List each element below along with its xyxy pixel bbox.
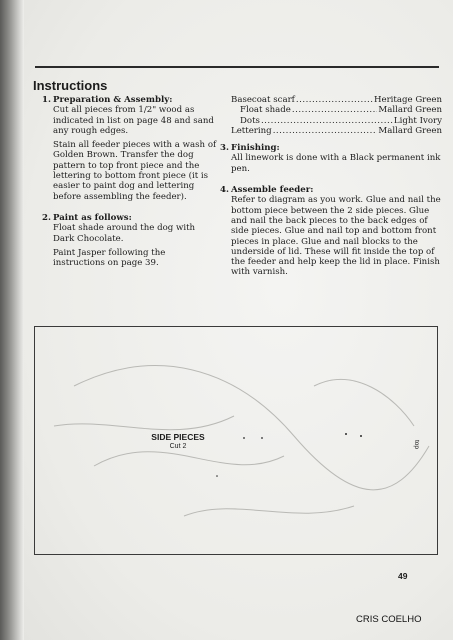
color-value: Mallard Green [378,125,442,136]
top-marker: top [413,440,420,450]
credit-watermark: CRIS COELHO [356,614,422,625]
color-item: Basecoat scarf [231,95,295,105]
step-paragraph: Refer to diagram as you work. Glue and nail the bottom piece between the 2 side pieces. Glue and nail the back pieces to the back edges of side pieces. Glue and nail top and bottom front pieces in place. Glue and nail blocks to the underside of lid. These will fit inside the top of the feeder and help keep the lid in place. Finish with varnish. [231,195,441,278]
color-item: Dots [240,115,260,126]
instructions-heading: Instructions [33,78,108,93]
step-heading: Paint as follows: [53,212,132,223]
step-number: 3. [220,143,229,154]
cut-count: Cut 2 [169,443,187,450]
step-number: 1. [42,95,51,105]
step-2-title [42,213,217,223]
color-value: Heritage Green [373,95,442,105]
step-heading: Finishing: [231,143,280,154]
color-item: Lettering [231,125,272,136]
step-paragraph: All linework is done with a Black permanent ink pen. [231,153,441,174]
page-number: 49 [398,571,408,581]
color-list-row [220,95,442,105]
side-pieces-title: SIDE PIECES [151,432,205,442]
color-item: Float shade [240,105,291,116]
step-number: 4. [220,185,229,196]
step-heading: Assemble feeder: [231,185,314,196]
step-3-title [220,143,442,153]
color-value: Mallard Green [378,105,442,116]
faint-pattern-artwork [34,326,436,553]
step-paragraph: Cut all pieces from 1/2" wood as indicated in list on page 48 and sand any rough edges. [53,105,214,136]
step-4-title [220,185,442,195]
step-paragraph: Paint Jasper following the instructions on page 39. [53,247,166,269]
book-binding-shadow [0,0,24,640]
step-number: 2. [42,212,51,223]
color-list-row [220,126,442,136]
step-paragraph: Stain all feeder pieces with a wash of Golden Brown. Transfer the dog pattern to top front piece and the lettering to bottom front piece (it is easier to paint dog and lettering before assembling the feeder). [53,140,217,202]
side-pieces-label [142,432,214,450]
color-value: Light Ivory [393,115,442,126]
step-paragraph: Float shade around the dog with Dark Chocolate. [53,223,196,244]
color-list-row [220,116,442,126]
left-column [42,95,217,272]
top-rule [35,66,439,68]
step-1-title [42,95,217,105]
step-heading: Preparation & Assembly: [53,95,173,105]
right-column [220,95,442,282]
color-list-row [220,105,442,115]
